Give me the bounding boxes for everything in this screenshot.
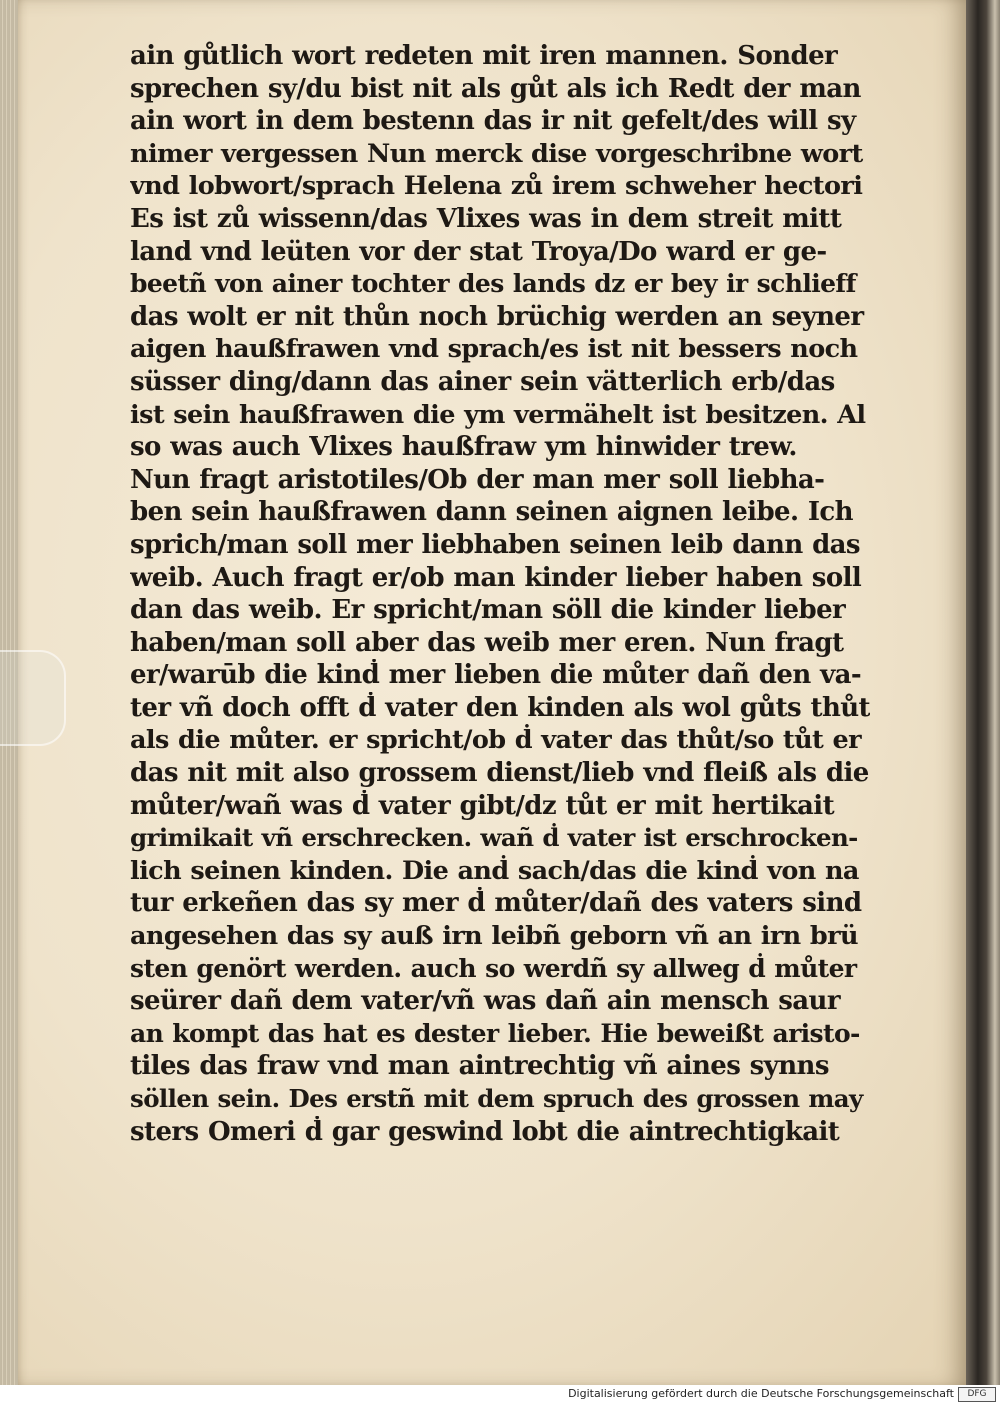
- text-line: nimer vergessen Nun merck dise vorgeschribne wort: [130, 138, 863, 169]
- text-line: sten genört werden. auch so werdñ sy allweg ḋ můter: [130, 953, 857, 983]
- text-line: ain wort in dem bestenn das ir nit gefelt/des will sy: [130, 106, 856, 137]
- text-line: vnd lobwort/sprach Helena zů irem schweher hectori: [130, 171, 863, 202]
- text-line: beetñ von ainer tochter des lands dz er bey ir schlieff: [130, 269, 856, 299]
- text-line: lich seinen kinden. Die anḋ sach/das die kinḋ von na: [130, 855, 859, 886]
- text-line: süsser ding/dann das ainer sein vätterlich erb/das: [130, 366, 835, 397]
- text-line: aigen haußfrawen vnd sprach/es ist nit bessers noch: [130, 334, 858, 365]
- text-line: Nun fragt aristotiles/Ob der man mer soll liebha-: [130, 464, 825, 495]
- text-line: sters Omeri ḋ gar geswind lobt die aintrechtigkait: [130, 1116, 840, 1147]
- text-line: das wolt er nit thůn noch brüchig werden an seyner: [130, 301, 864, 332]
- funding-credit: Digitalisierung gefördert durch die Deutsche Forschungsgemeinschaft: [568, 1387, 954, 1400]
- text-line: an kompt das hat es dester lieber. Hie beweißt aristo-: [130, 1018, 860, 1048]
- text-line: als die můter. er spricht/ob ḋ vater das thůt/so tůt er: [130, 725, 861, 756]
- body-text: [130, 40, 870, 1148]
- book-clip: [0, 650, 66, 746]
- text-line: ben sein haußfrawen dann seinen aignen leibe. Ich: [130, 497, 853, 528]
- book-page: [18, 0, 968, 1385]
- text-line: seürer dañ dem vater/vñ was dañ ain mensch saur: [130, 986, 840, 1017]
- text-line: haben/man soll aber das weib mer eren. Nun fragt: [130, 627, 844, 658]
- text-line: dan das weib. Er spricht/man söll die kinder lieber: [130, 595, 846, 626]
- text-line: sprechen sy/du bist nit als gůt als ich Redt der man: [130, 73, 861, 104]
- footer-bar: [0, 1385, 1000, 1403]
- text-line: weib. Auch fragt er/ob man kinder lieber haben soll: [130, 562, 862, 593]
- book-binding: [966, 0, 1000, 1385]
- text-line: ain gůtlich wort redeten mit iren mannen. Sonder: [130, 41, 838, 71]
- text-line: grimikait vñ erschrecken. wañ ḋ vater ist erschrocken-: [130, 823, 858, 853]
- text-line: ter vñ doch offt ḋ vater den kinden als wol gůts thůt: [130, 692, 870, 723]
- text-line: söllen sein. Des erstñ mit dem spruch des grossen may: [130, 1084, 863, 1113]
- dfg-logo: DFG: [958, 1387, 996, 1402]
- text-line: das nit mit also grossem dienst/lieb vnd fleiß als die: [130, 758, 869, 789]
- text-line: so was auch Vlixes haußfraw ym hinwider trew.: [130, 432, 797, 463]
- text-line: můter/wañ was ḋ vater gibt/dz tůt er mit hertikait: [130, 790, 834, 821]
- text-line: sprich/man soll mer liebhaben seinen leib dann das: [130, 529, 860, 560]
- text-line: er/warūb die kinḋ mer lieben die můter dañ den va-: [130, 660, 862, 691]
- text-line: land vnd leüten vor der stat Troya/Do ward er ge-: [130, 236, 827, 267]
- text-line: angesehen das sy auß irn leibñ geborn vñ an irn brü: [130, 921, 858, 952]
- text-line: ist sein haußfrawen die ym vermähelt ist besitzen. Al: [130, 399, 866, 430]
- text-line: tiles das fraw vnd man aintrechtig vñ aines synns: [130, 1051, 829, 1082]
- text-line: tur erkeñen das sy mer ḋ můter/dañ des vaters sind: [130, 888, 862, 919]
- text-line: Es ist zů wissenn/das Vlixes was in dem streit mitt: [130, 203, 842, 234]
